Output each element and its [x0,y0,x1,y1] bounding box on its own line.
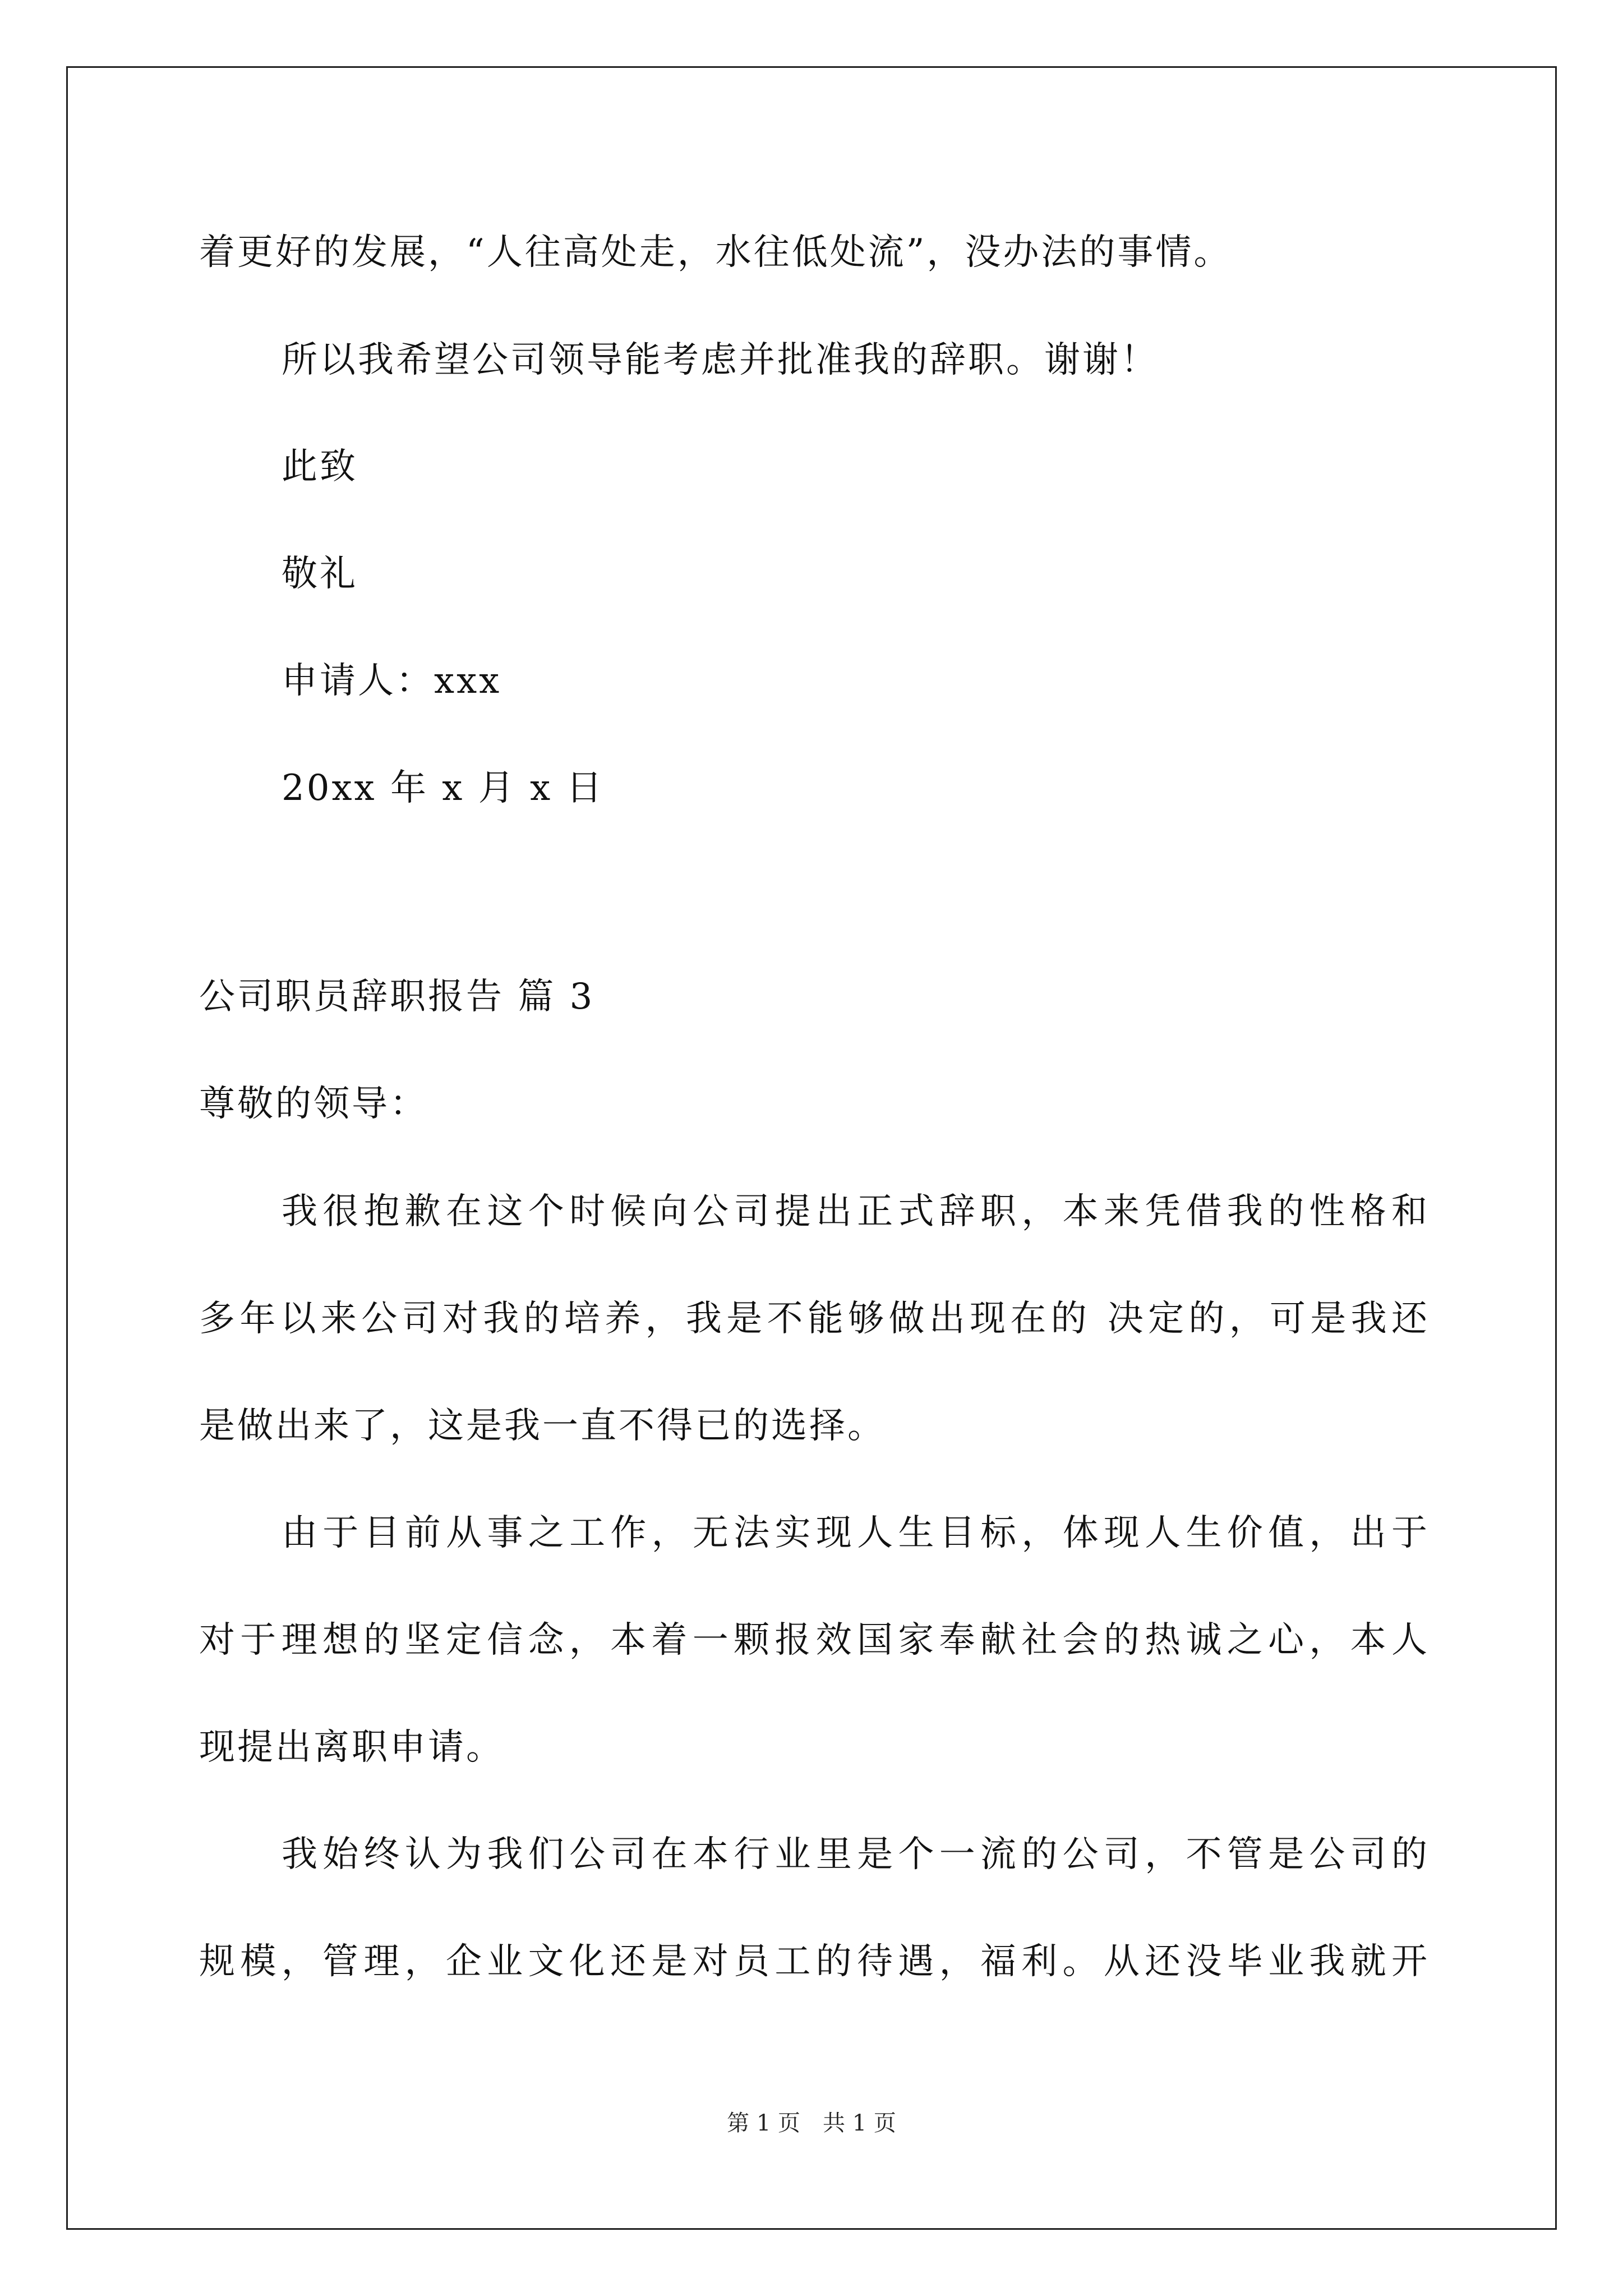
paragraph-line: 所以我希望公司领导能考虑并批准我的辞职。谢谢！ [282,339,1159,381]
paragraph-line: 着更好的发展，“人往高处走，水往低处流”，没办法的事情。 [199,232,1232,273]
section-title: 公司职员辞职报告 篇 3 [199,976,595,1018]
page-border [66,66,1557,2230]
paragraph-line: 由于目前从事之工作，无法实现人生目标，体现人生价值，出于 [282,1512,1427,1554]
closing-salutation: 此致 [282,446,358,487]
paragraph-line: 对于理想的坚定信念，本着一颗报效国家奉献社会的热诚之心，本人 [199,1619,1427,1661]
paragraph-line: 多年以来公司对我的培养，我是不能够做出现在的 决定的，可是我还 [199,1298,1427,1340]
page-footer: 第 1 页 共 1 页 [727,2110,896,2136]
paragraph-line: 我很抱歉在这个时候向公司提出正式辞职，本来凭借我的性格和 [282,1191,1427,1232]
greeting: 尊敬的领导： [199,1083,428,1125]
paragraph-line: 现提出离职申请。 [199,1727,504,1768]
closing-respect: 敬礼 [282,553,358,595]
paragraph-line: 是做出来了，这是我一直不得已的选择。 [199,1405,886,1447]
paragraph-line: 规模，管理，企业文化还是对员工的待遇，福利。从还没毕业我就开 [199,1941,1427,1982]
letter-date: 20xx 年 x 月 x 日 [282,767,605,809]
paragraph-line: 我始终认为我们公司在本行业里是个一流的公司，不管是公司的 [282,1834,1427,1875]
applicant-signature: 申请人：xxx [282,660,502,702]
